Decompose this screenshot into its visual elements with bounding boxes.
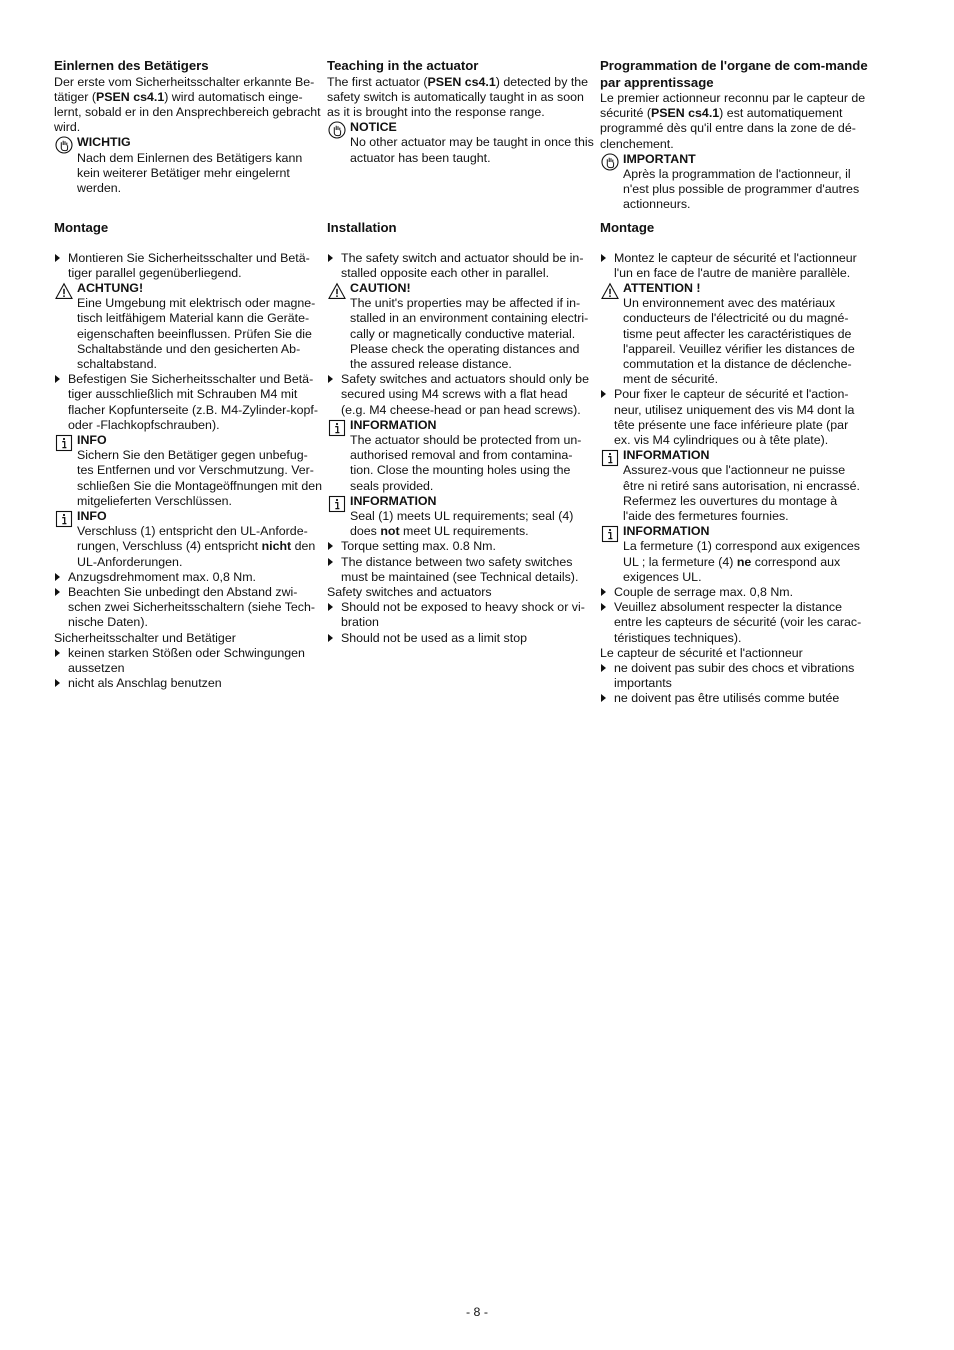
note-label: INFORMATION xyxy=(623,448,710,463)
note-label: IMPORTANT xyxy=(623,151,696,166)
hand-icon xyxy=(601,153,619,171)
note-label: NOTICE xyxy=(350,120,397,135)
list-item-text: Befestigen Sie Sicherheitsschalter und Betä-tiger ausschließlich mit Schrauben M4 mit flacher Kopfunterseite (z.B. M4-Zylinder-kopf- oder -Flachkopfschrauben). xyxy=(68,372,318,432)
note-info xyxy=(600,448,868,524)
text: Seal (1) meets UL requirements; seal (4) does xyxy=(350,508,574,539)
note-info xyxy=(54,509,322,570)
triangle-bullet-icon xyxy=(601,694,606,702)
warning-icon xyxy=(328,282,346,300)
info-icon xyxy=(601,525,619,543)
note-text xyxy=(350,509,595,539)
triangle-bullet-icon xyxy=(601,390,606,398)
section-teaching xyxy=(600,58,868,213)
note-label: CAUTION! xyxy=(350,280,411,295)
note-info xyxy=(54,433,322,509)
warning-icon xyxy=(55,282,73,300)
list-item-text: Torque setting max. 0.8 Nm. xyxy=(341,539,496,554)
list-item-text: Beachten Sie unbedingt den Abstand zwi-schen zwei Sicherheitsschaltern (siehe Tech-nische Daten). xyxy=(68,584,316,630)
text: Verschluss (1) entspricht den UL-Anforde-rungen, Verschluss (4) entspricht xyxy=(77,524,308,554)
note-label: ACHTUNG! xyxy=(77,280,144,295)
note-warning xyxy=(600,281,868,387)
note-label: INFORMATION xyxy=(623,524,710,539)
note-label: INFO xyxy=(77,508,107,523)
list-item-text: Safety switches and actuators should only be secured using M4 screws with a flat head (e.g. M4 cheese-head or pan head screws). xyxy=(341,372,589,417)
note-important xyxy=(327,120,595,166)
triangle-bullet-icon xyxy=(55,679,60,687)
note-text xyxy=(623,539,868,585)
list-item-text: Pour fixer le capteur de sécurité et l'action-neur, utilisez uniquement des vis M4 dont la tête présente une face inférieure plate (par ex. vis M4 cylindriques ou à tête plate). xyxy=(614,387,855,447)
note-info xyxy=(327,494,595,540)
triangle-bullet-icon xyxy=(328,254,333,262)
list-item xyxy=(327,539,595,554)
note-text xyxy=(77,524,322,570)
list-item xyxy=(600,585,868,600)
paragraph: Sicherheitsschalter und Betätiger xyxy=(54,630,236,645)
section-heading: Montage xyxy=(600,220,655,235)
text: The first actuator ( xyxy=(327,74,428,89)
list-item xyxy=(327,600,595,630)
list-item-text: The distance between two safety switches must be maintained (see Technical details). xyxy=(341,554,579,584)
list-item xyxy=(327,372,595,418)
triangle-bullet-icon xyxy=(601,588,606,596)
list-item xyxy=(54,646,322,676)
triangle-bullet-icon xyxy=(55,375,60,383)
triangle-bullet-icon xyxy=(328,634,333,642)
info-icon xyxy=(55,434,73,452)
text: ) est automatiquement programmé dès qu'il entre dans la zone de dé-clenchement. xyxy=(600,106,856,151)
note-label: ATTENTION ! xyxy=(623,280,701,295)
note-text: Assurez-vous que l'actionneur ne puisse être ni retiré sans autorisation, ni encrassé. Refermez les ouvertures du montage à l'aide des fermetures fournies. xyxy=(623,463,860,523)
list-item xyxy=(54,251,322,281)
section-heading: Montage xyxy=(54,220,109,235)
page-number: - 8 - xyxy=(465,1305,489,1319)
list-item-text: Montez le capteur de sécurité et l'actionneur l'un en face de l'autre de manière parallèle. xyxy=(614,250,857,280)
note-label: INFORMATION xyxy=(350,493,437,508)
list-item-text: Montieren Sie Sicherheitsschalter und Betä-tiger parallel gegenüberliegend. xyxy=(68,250,310,280)
triangle-bullet-icon xyxy=(328,375,333,383)
note-text: No other actuator may be taught in once this actuator has been taught. xyxy=(350,135,594,165)
product-name: PSEN cs4.1 xyxy=(427,74,496,89)
list-item xyxy=(54,570,322,585)
section-teaching xyxy=(54,58,322,196)
list-item xyxy=(600,691,868,706)
text: den UL-Anforderungen. xyxy=(77,539,316,569)
list-item-text: ne doivent pas subir des chocs et vibrations importants xyxy=(614,660,855,691)
paragraph: Safety switches and actuators xyxy=(327,584,492,599)
paragraph xyxy=(54,75,322,136)
list-item-text: Anzugsdrehmoment max. 0,8 Nm. xyxy=(68,569,257,584)
text: correspond aux exigences UL. xyxy=(623,554,841,584)
info-icon xyxy=(328,419,346,437)
list-item xyxy=(600,387,868,448)
triangle-bullet-icon xyxy=(328,542,333,550)
hand-icon xyxy=(328,121,346,139)
section-installation xyxy=(327,220,595,646)
list-item xyxy=(600,661,868,691)
list-item-text: The safety switch and actuator should be in-stalled opposite each other in parallel. xyxy=(341,250,584,280)
note-warning xyxy=(54,281,322,372)
triangle-bullet-icon xyxy=(55,573,60,581)
warning-icon xyxy=(601,282,619,300)
text: ) wird automatisch einge-lernt, sobald er in den Ansprechbereich gebracht wird. xyxy=(54,89,321,135)
list-item-text: nicht als Anschlag benutzen xyxy=(68,676,222,691)
section-heading: Installation xyxy=(327,220,397,235)
triangle-bullet-icon xyxy=(328,603,333,611)
hand-icon xyxy=(55,136,73,154)
emphasis: not xyxy=(380,524,400,539)
note-label: INFORMATION xyxy=(350,417,437,432)
product-name: PSEN cs4.1 xyxy=(96,89,165,104)
info-icon xyxy=(601,449,619,467)
note-label: WICHTIG xyxy=(77,135,131,150)
section-installation xyxy=(54,220,322,691)
triangle-bullet-icon xyxy=(55,588,60,596)
text: meet UL requirements. xyxy=(399,524,529,539)
list-item-text: Should not be used as a limit stop xyxy=(341,630,527,645)
note-text: Eine Umgebung mit elektrisch oder magne-tisch leitfähigem Material kann die Geräte-eigenschaften beeinflussen. Prüfen Sie die Schaltabstände und den gesicherten Ab-schaltabstand. xyxy=(77,296,316,371)
note-text: The actuator should be protected from un-authorised removal and from contamina-tion. Close the mounting holes using the seals provided. xyxy=(350,432,582,493)
triangle-bullet-icon xyxy=(601,664,606,672)
note-info xyxy=(327,418,595,494)
list-item-text: ne doivent pas être utilisés comme butée xyxy=(614,691,840,706)
list-item xyxy=(54,676,322,691)
list-item-text: Veuillez absolument respecter la distance entre les capteurs de sécurité (voir les carac-téristiques techniques). xyxy=(614,600,862,645)
triangle-bullet-icon xyxy=(328,558,333,566)
text: Der erste vom Sicherheitsschalter erkannte Be-tätiger ( xyxy=(54,74,315,104)
triangle-bullet-icon xyxy=(601,603,606,611)
section-heading: Einlernen des Betätigers xyxy=(54,58,209,73)
note-important xyxy=(54,135,322,196)
note-label: INFO xyxy=(77,432,107,447)
paragraph xyxy=(600,91,868,152)
section-heading: Programmation de l'organe de com-mande par apprentissage xyxy=(600,58,868,90)
note-text: Nach dem Einlernen des Betätigers kann kein weiterer Betätiger mehr eingelernt werden. xyxy=(77,150,303,195)
info-icon xyxy=(55,510,73,528)
text: ) detected by the safety switch is automatically taught in as soon as it is brought into the response range. xyxy=(327,74,589,119)
list-item xyxy=(327,251,595,281)
note-text: Après la programmation de l'actionneur, il n'est plus possible de programmer d'autres actionneurs. xyxy=(623,167,860,212)
text: La fermeture (1) correspond aux exigences UL ; la fermeture (4) xyxy=(623,539,860,569)
list-item xyxy=(600,600,868,646)
section-installation xyxy=(600,220,868,707)
text: Le premier actionneur reconnu par le capteur de sécurité ( xyxy=(600,91,866,121)
section-heading: Teaching in the actuator xyxy=(327,58,479,73)
list-item-text: keinen starken Stößen oder Schwingungen aussetzen xyxy=(68,645,305,675)
paragraph xyxy=(327,75,595,121)
note-text: The unit's properties may be affected if in-stalled in an environment containing electri-cally or magnetically conductive material. Please check the operating distances and the assured release distance. xyxy=(350,296,589,371)
list-item xyxy=(327,631,595,646)
list-item xyxy=(600,251,868,281)
paragraph: Le capteur de sécurité et l'actionneur xyxy=(600,645,803,660)
list-item-text: Should not be exposed to heavy shock or vi-bration xyxy=(341,600,585,630)
product-name: PSEN cs4.1 xyxy=(650,106,720,121)
list-item xyxy=(54,372,322,433)
note-warning xyxy=(327,281,595,372)
note-info xyxy=(600,524,868,585)
list-item xyxy=(327,555,595,585)
list-item xyxy=(54,585,322,631)
triangle-bullet-icon xyxy=(55,254,60,262)
emphasis: ne xyxy=(736,554,752,569)
note-important xyxy=(600,152,868,213)
triangle-bullet-icon xyxy=(601,254,606,262)
emphasis: nicht xyxy=(261,539,292,554)
note-text: Sichern Sie den Betätiger gegen unbefug-tes Entfernen und vor Verschmutzung. Ver-schließen Sie die Montageöffnungen mit den mitgelieferten Verschlüssen. xyxy=(77,448,322,508)
list-item-text: Couple de serrage max. 0,8 Nm. xyxy=(614,584,794,599)
note-text: Un environnement avec des matériaux conducteurs de l'électricité ou du magné-tisme peut affecter les caractéristiques de l'appareil. Veuillez vérifier les distances de commutation et la distance de déclenche-ment de sécurité. xyxy=(623,296,855,387)
triangle-bullet-icon xyxy=(55,649,60,657)
section-teaching xyxy=(327,58,595,166)
info-icon xyxy=(328,495,346,513)
